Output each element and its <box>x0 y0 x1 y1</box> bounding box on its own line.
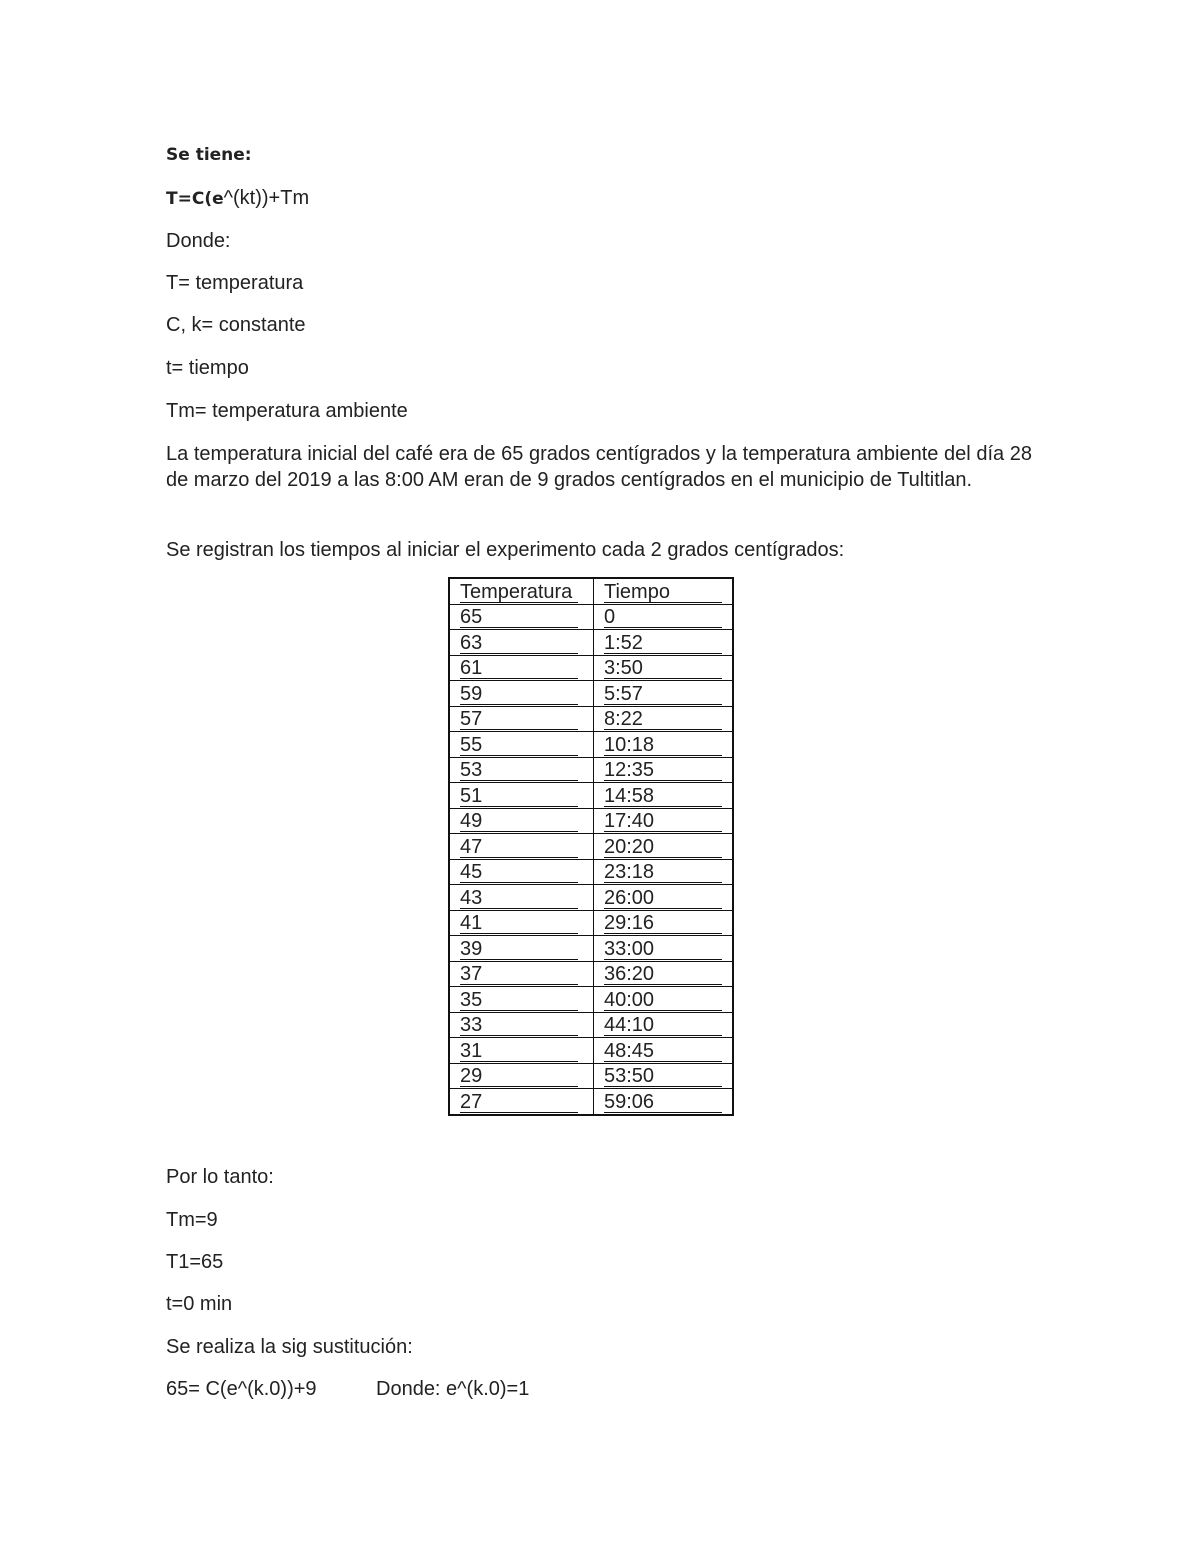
temperatura-cell-value: 39 <box>460 939 578 960</box>
value-t1: T1=65 <box>166 1251 224 1273</box>
header-temperatura <box>449 578 594 604</box>
value-t: t=0 min <box>166 1293 233 1315</box>
header-tiempo <box>594 578 734 604</box>
table-row <box>449 910 733 936</box>
tiempo-cell-value: 23:18 <box>604 862 722 883</box>
tiempo-cell <box>594 910 734 936</box>
temperatura-cell <box>449 936 594 962</box>
table-header-row <box>449 578 733 604</box>
tiempo-cell <box>594 859 734 885</box>
tiempo-cell-value: 12:35 <box>604 760 722 781</box>
table-row <box>449 859 733 885</box>
tiempo-cell-value: 26:00 <box>604 888 722 909</box>
temperatura-cell <box>449 1089 594 1115</box>
definition-temperatura-ambiente: Tm= temperatura ambiente <box>166 400 408 422</box>
table-row <box>449 604 733 630</box>
temperatura-cell-value: 57 <box>460 709 578 730</box>
tiempo-cell-value: 3:50 <box>604 658 722 679</box>
temperatura-cell-value: 41 <box>460 913 578 934</box>
temperatura-cell <box>449 910 594 936</box>
temperatura-cell-value: 33 <box>460 1015 578 1036</box>
tiempo-cell <box>594 961 734 987</box>
table-row <box>449 808 733 834</box>
table-intro: Se registran los tiempos al iniciar el experimento cada 2 grados centígrados: <box>166 539 845 561</box>
temperatura-cell <box>449 1012 594 1038</box>
definition-temperatura: T= temperatura <box>166 272 304 294</box>
tiempo-cell <box>594 783 734 809</box>
temperatura-cell <box>449 630 594 656</box>
tiempo-cell-value: 5:57 <box>604 684 722 705</box>
temperatura-cell <box>449 808 594 834</box>
tiempo-cell <box>594 936 734 962</box>
table-row <box>449 1063 733 1089</box>
formula-bold-part: T=C(e <box>166 189 224 209</box>
context-paragraph: La temperatura inicial del café era de 65 grados centígrados y la temperatura ambiente del día 28 de marzo del 2019 a las 8:00 AM eran de 9 grados centígrados en el municipio de Tultitlan. <box>166 443 1032 491</box>
temperatura-cell-value: 59 <box>460 684 578 705</box>
table-row <box>449 783 733 809</box>
table-row <box>449 1089 733 1115</box>
donde-label: Donde: <box>166 230 231 252</box>
sustitucion-label: Se realiza la sig sustitución: <box>166 1336 413 1358</box>
tiempo-cell <box>594 1089 734 1115</box>
table-row <box>449 757 733 783</box>
tiempo-cell <box>594 987 734 1013</box>
section-heading: Se tiene: <box>166 145 252 165</box>
temperatura-cell-value: 27 <box>460 1092 578 1113</box>
tiempo-cell-value: 0 <box>604 607 722 628</box>
header-tiempo-label: Tiempo <box>604 582 722 603</box>
tiempo-cell-value: 1:52 <box>604 633 722 654</box>
table-row <box>449 706 733 732</box>
tiempo-cell <box>594 885 734 911</box>
sustitucion-equation: 65= C(e^(k.0))+9 <box>166 1378 317 1400</box>
header-temperatura-label: Temperatura <box>460 582 578 603</box>
temperatura-cell <box>449 859 594 885</box>
tiempo-cell <box>594 808 734 834</box>
tiempo-cell-value: 10:18 <box>604 735 722 756</box>
table-row <box>449 961 733 987</box>
tiempo-cell <box>594 1012 734 1038</box>
temperatura-cell <box>449 1038 594 1064</box>
temperatura-cell <box>449 1063 594 1089</box>
definition-constante: C, k= constante <box>166 314 306 336</box>
tiempo-cell-value: 48:45 <box>604 1041 722 1062</box>
table-row <box>449 936 733 962</box>
table-row <box>449 885 733 911</box>
temperatura-cell-value: 63 <box>460 633 578 654</box>
temperatura-cell <box>449 987 594 1013</box>
temperatura-cell-value: 65 <box>460 607 578 628</box>
temperatura-cell-value: 35 <box>460 990 578 1011</box>
formula-rest: ^(kt))+Tm <box>223 187 310 209</box>
temperatura-cell <box>449 757 594 783</box>
tiempo-cell-value: 53:50 <box>604 1066 722 1087</box>
temperatura-cell <box>449 604 594 630</box>
tiempo-cell <box>594 630 734 656</box>
temperatura-cell-value: 53 <box>460 760 578 781</box>
tiempo-cell-value: 40:00 <box>604 990 722 1011</box>
temperatura-cell <box>449 706 594 732</box>
temperatura-cell <box>449 732 594 758</box>
tiempo-cell-value: 33:00 <box>604 939 722 960</box>
sustitucion-note: Donde: e^(k.0)=1 <box>376 1378 530 1400</box>
tiempo-cell <box>594 604 734 630</box>
temperatura-cell-value: 29 <box>460 1066 578 1087</box>
temperatura-cell-value: 51 <box>460 786 578 807</box>
temperatura-cell-value: 49 <box>460 811 578 832</box>
tiempo-cell-value: 36:20 <box>604 964 722 985</box>
table-row <box>449 834 733 860</box>
temperatura-cell-value: 31 <box>460 1041 578 1062</box>
temperatura-cell-value: 61 <box>460 658 578 679</box>
temperatura-cell-value: 43 <box>460 888 578 909</box>
table-row <box>449 630 733 656</box>
table-row <box>449 732 733 758</box>
table-row <box>449 655 733 681</box>
temperatura-cell <box>449 655 594 681</box>
tiempo-cell <box>594 706 734 732</box>
temperatura-cell <box>449 834 594 860</box>
table-row <box>449 987 733 1013</box>
temperatura-cell <box>449 681 594 707</box>
temperatura-cell-value: 45 <box>460 862 578 883</box>
temperatura-cell <box>449 961 594 987</box>
temperatura-cell <box>449 885 594 911</box>
table-row <box>449 1012 733 1038</box>
tiempo-cell-value: 59:06 <box>604 1092 722 1113</box>
definition-tiempo: t= tiempo <box>166 357 249 379</box>
tiempo-cell <box>594 732 734 758</box>
tiempo-cell-value: 8:22 <box>604 709 722 730</box>
tiempo-cell <box>594 681 734 707</box>
por-lo-tanto: Por lo tanto: <box>166 1166 274 1188</box>
table-row <box>449 681 733 707</box>
tiempo-cell-value: 20:20 <box>604 837 722 858</box>
temperatura-cell-value: 37 <box>460 964 578 985</box>
temperature-time-table <box>448 577 734 1116</box>
tiempo-cell <box>594 757 734 783</box>
value-tm: Tm=9 <box>166 1209 218 1231</box>
tiempo-cell-value: 17:40 <box>604 811 722 832</box>
tiempo-cell <box>594 1063 734 1089</box>
tiempo-cell <box>594 834 734 860</box>
tiempo-cell-value: 44:10 <box>604 1015 722 1036</box>
formula <box>166 185 309 212</box>
temperatura-cell-value: 47 <box>460 837 578 858</box>
table-body <box>449 578 733 1115</box>
tiempo-cell-value: 14:58 <box>604 786 722 807</box>
temperatura-cell <box>449 783 594 809</box>
tiempo-cell <box>594 1038 734 1064</box>
tiempo-cell-value: 29:16 <box>604 913 722 934</box>
temperatura-cell-value: 55 <box>460 735 578 756</box>
table-row <box>449 1038 733 1064</box>
tiempo-cell <box>594 655 734 681</box>
